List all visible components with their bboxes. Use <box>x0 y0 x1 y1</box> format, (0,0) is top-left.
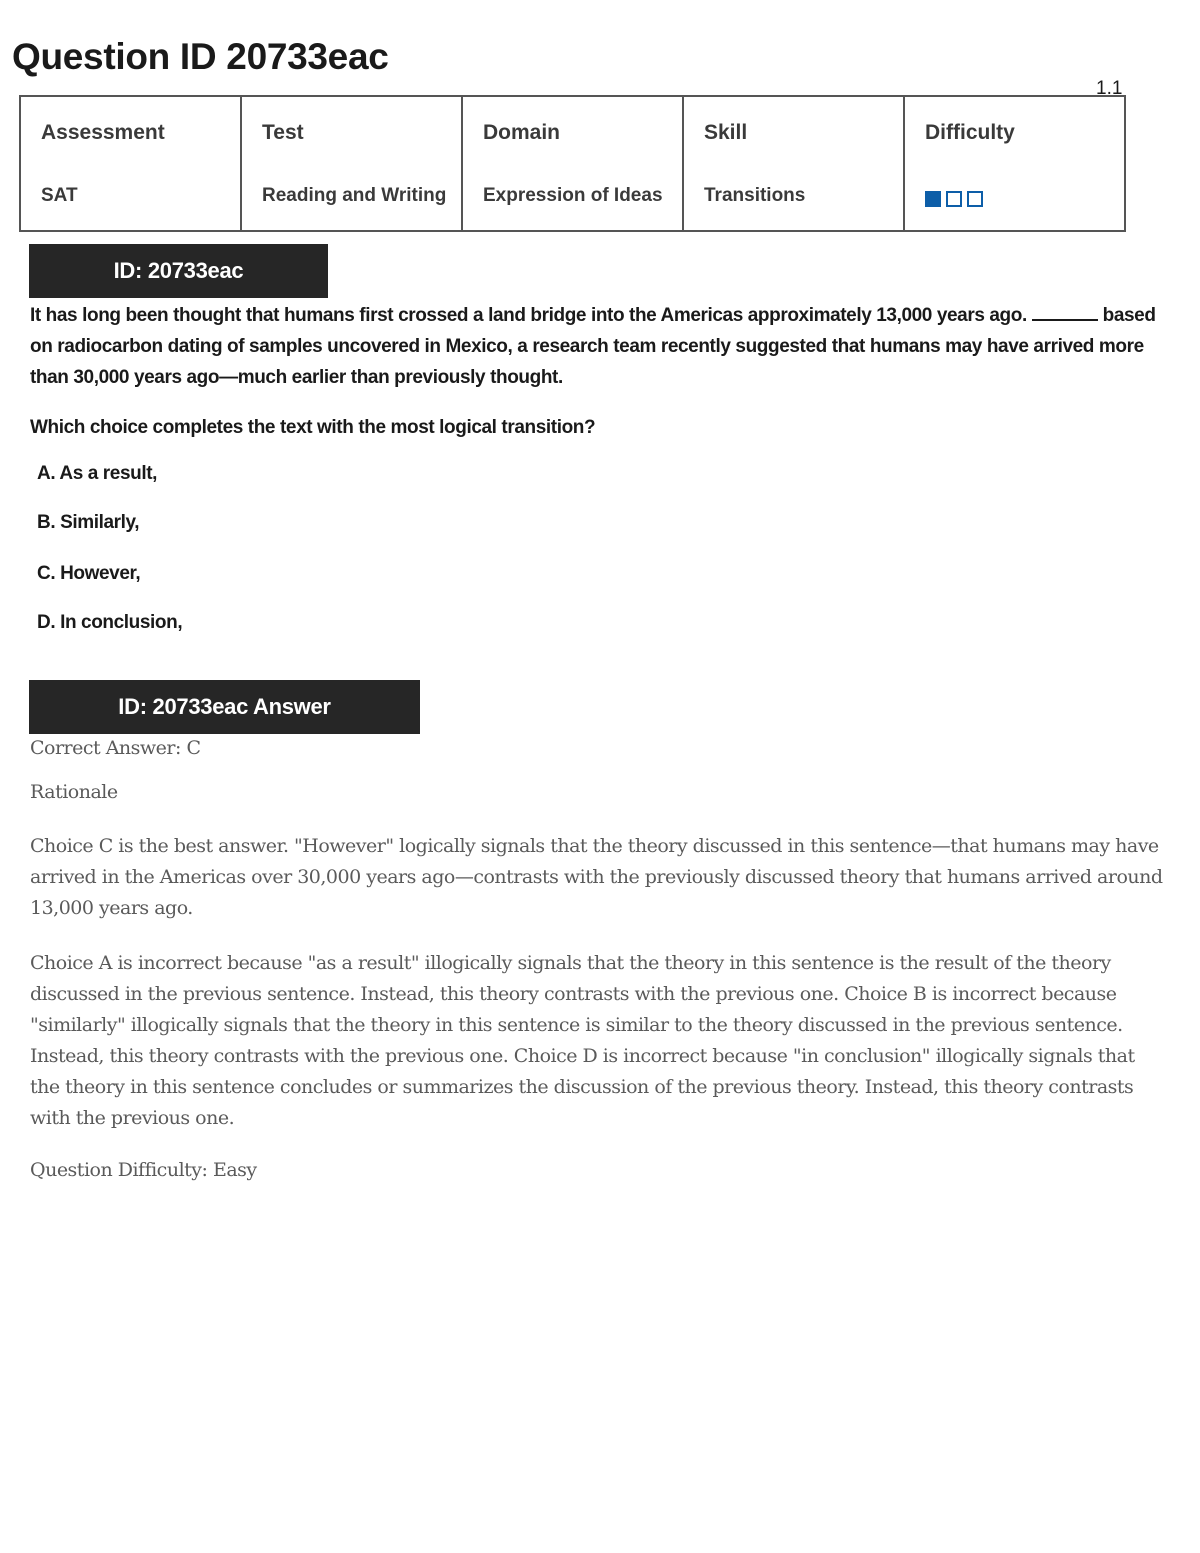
rationale-heading: Rationale <box>30 781 118 803</box>
difficulty-label: Difficulty <box>925 121 1015 144</box>
meta-cell-difficulty <box>904 96 1125 231</box>
meta-cell-test <box>241 96 462 231</box>
passage-sentence-1: It has long been thought that humans first crossed a land bridge into the Americas approximately 13,000 years ago. <box>30 305 1027 326</box>
meta-cell-skill <box>683 96 904 231</box>
choice-b: B. Similarly, <box>37 512 140 533</box>
question-prompt: Which choice completes the text with the most logical transition? <box>30 417 596 438</box>
choice-a: A. As a result, <box>37 463 158 484</box>
difficulty-box-filled <box>925 191 941 207</box>
page-title: Question ID 20733eac <box>12 36 389 77</box>
assessment-label: Assessment <box>41 121 165 144</box>
assessment-value: SAT <box>41 185 78 206</box>
skill-value: Transitions <box>704 185 806 206</box>
rationale-paragraph-1: Choice C is the best answer. "However" logically signals that the theory discussed in this sentence—that humans may have arrived in the Americas over 30,000 years ago—contrasts with the previously discussed theory that humans arrived around 13,000 years ago. <box>30 835 1163 919</box>
question-id-banner: ID: 20733eac <box>29 244 328 298</box>
meta-cell-domain <box>462 96 683 231</box>
domain-value: Expression of Ideas <box>483 185 663 206</box>
passage-sentence-2: based on radiocarbon dating of samples uncovered in Mexico, a research team recently suggested that humans may have arrived more than 30,000 years ago—much earlier than previously thought. <box>30 305 1156 388</box>
domain-label: Domain <box>483 121 561 144</box>
difficulty-indicator <box>925 191 1124 207</box>
test-label: Test <box>262 121 304 144</box>
choice-c: C. However, <box>37 563 141 584</box>
meta-cell-assessment <box>20 96 241 231</box>
choice-d: D. In conclusion, <box>37 612 183 633</box>
test-value: Reading and Writing <box>262 185 447 206</box>
answer-id-banner: ID: 20733eac Answer <box>29 680 420 734</box>
question-passage <box>30 300 1170 393</box>
difficulty-box-empty <box>946 191 962 207</box>
passage-blank <box>1032 315 1098 321</box>
skill-label: Skill <box>704 121 748 144</box>
difficulty-box-empty <box>967 191 983 207</box>
question-difficulty: Question Difficulty: Easy <box>30 1159 257 1181</box>
page-number: 1.1 <box>1096 78 1123 99</box>
question-meta-table <box>19 95 1126 232</box>
rationale-paragraph-2: Choice A is incorrect because "as a result" illogically signals that the theory in this sentence is the result of the theory discussed in the previous sentence. Instead, this theory contrasts with the previous one. Choice B is incorrect because "similarly" illogically signals that the theory in this sentence is similar to the theory discussed in the previous sentence. Instead, this theory contrasts with the previous one. Choice D is incorrect because "in conclusion" illogically signals that the theory in this sentence concludes or summarizes the discussion of the previous theory. Instead, this theory contrasts with the previous one. <box>30 952 1135 1129</box>
correct-answer: Correct Answer: C <box>30 737 201 759</box>
